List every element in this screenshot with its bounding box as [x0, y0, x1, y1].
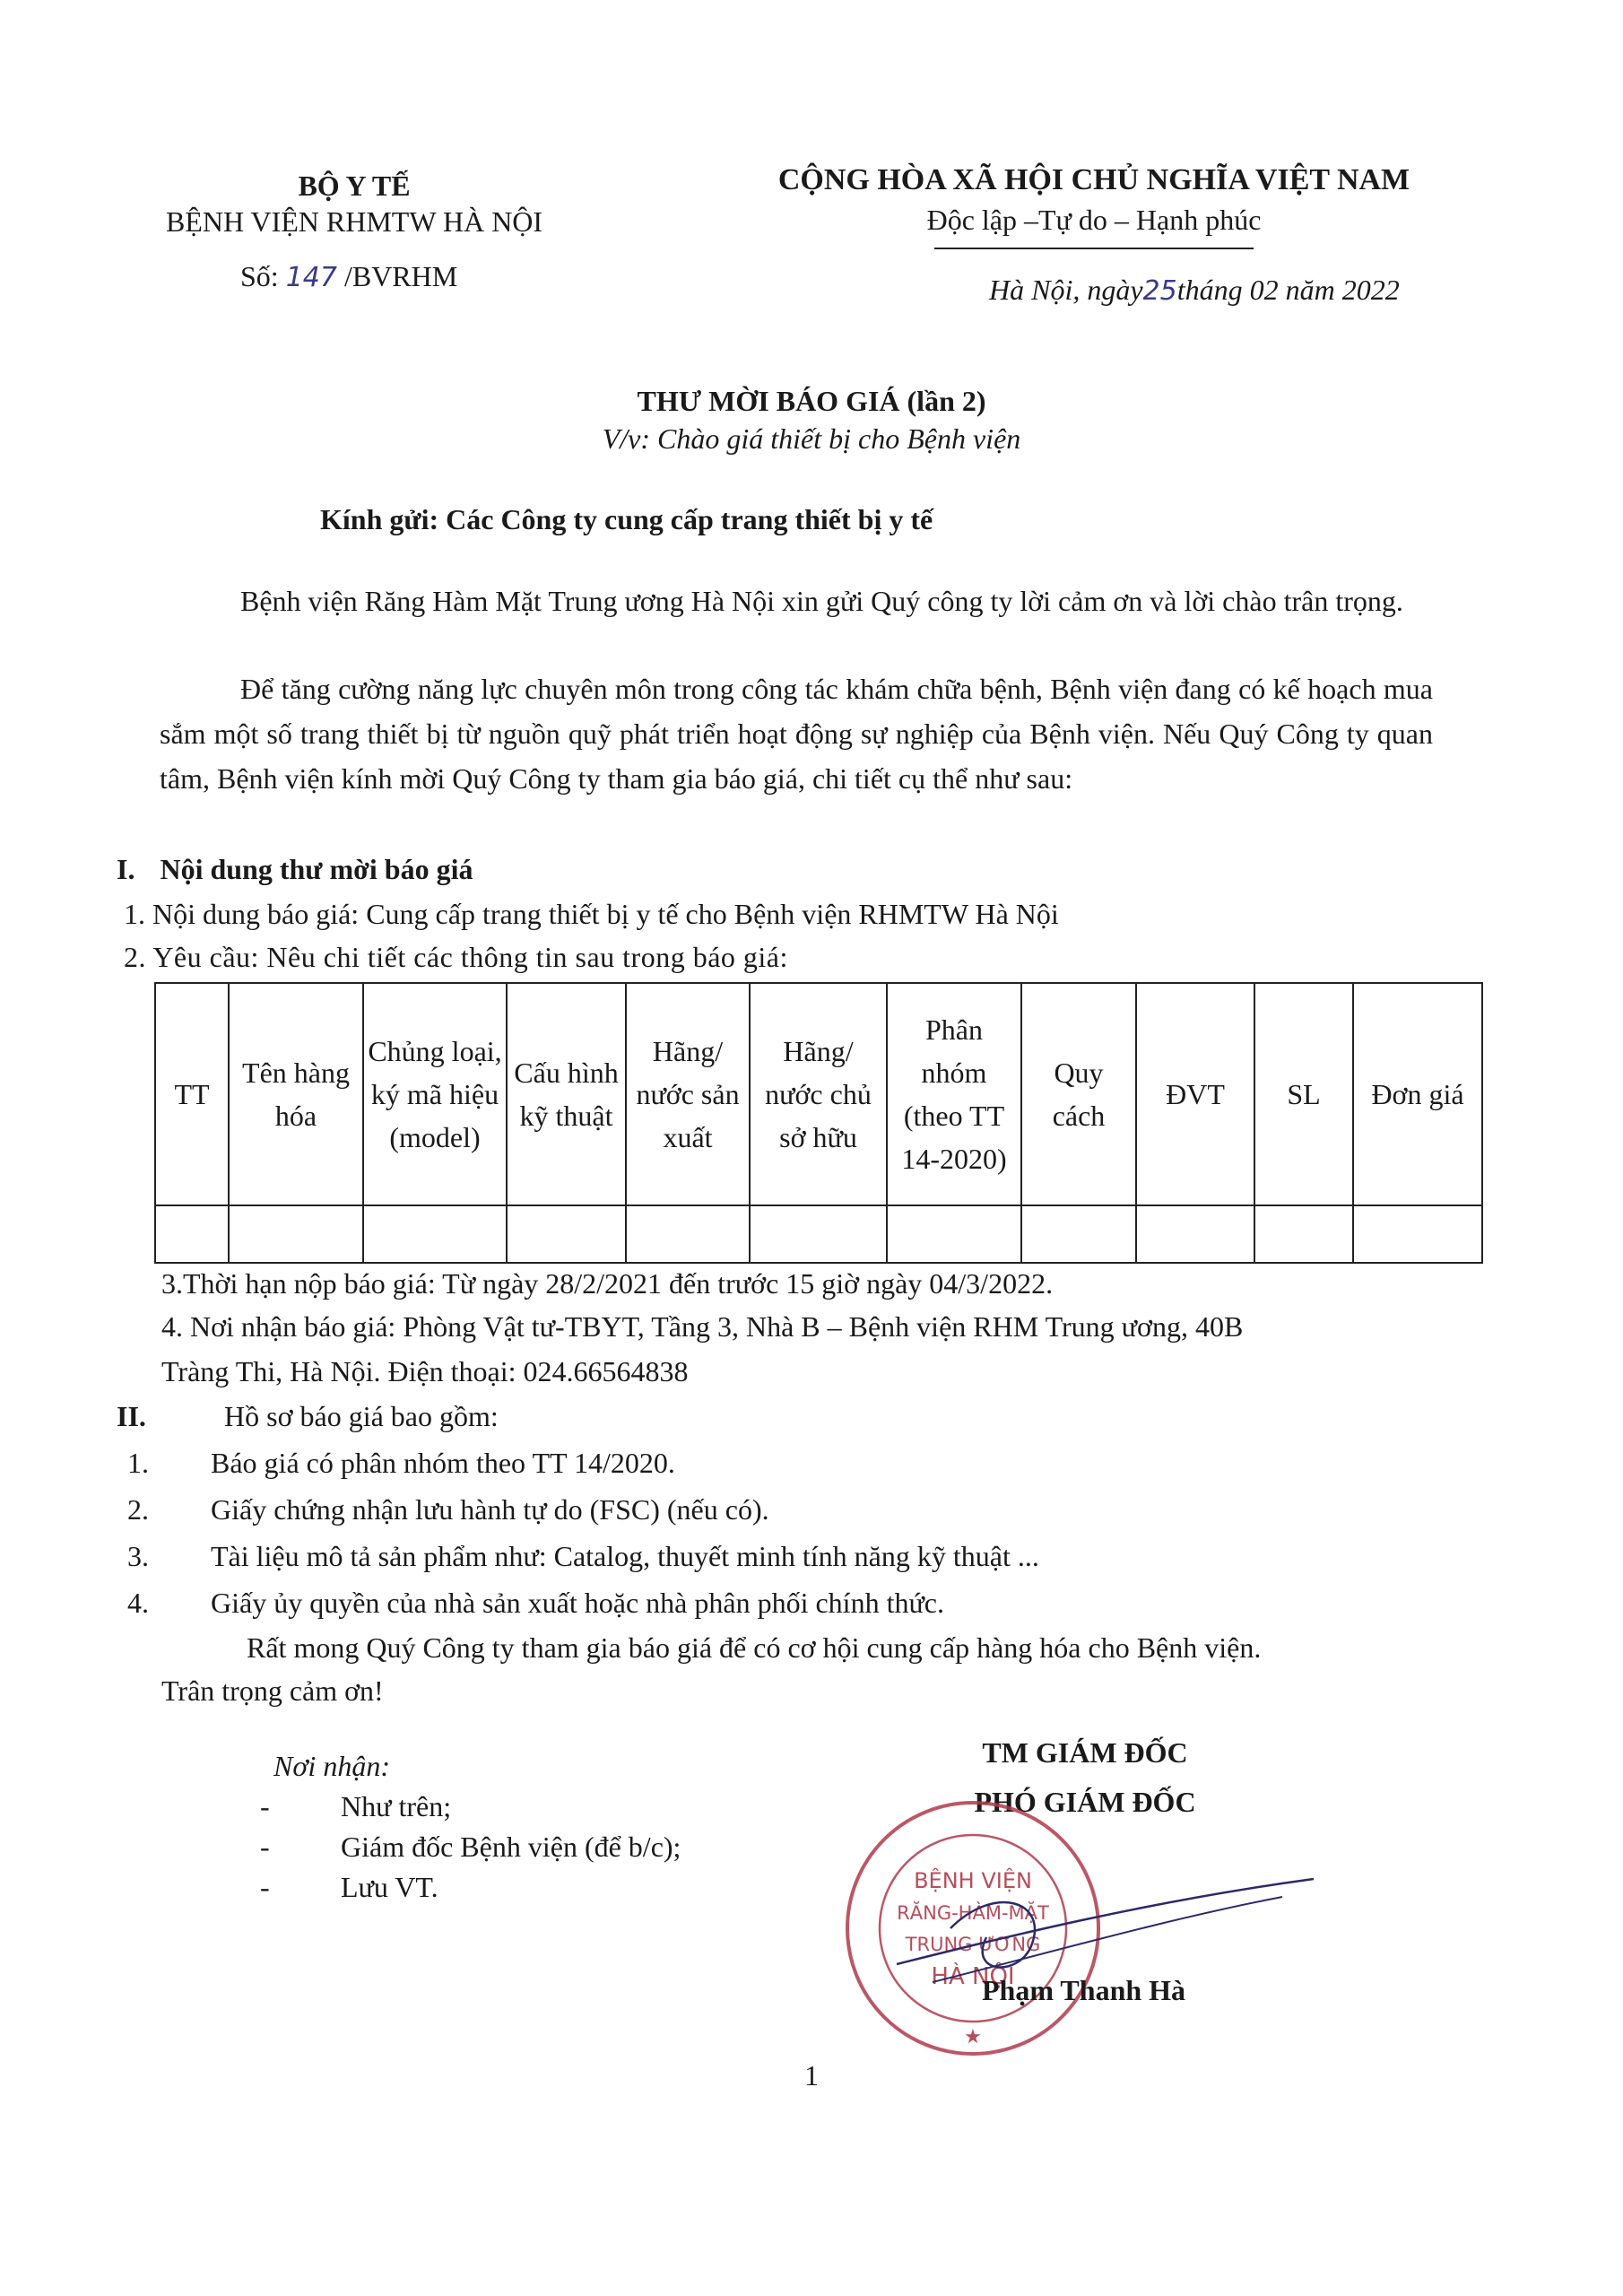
- motto-underline: [934, 248, 1254, 249]
- svg-text:BỆNH VIỆN: BỆNH VIỆN: [914, 1868, 1032, 1893]
- signer-name: Phạm Thanh Hà: [982, 1974, 1186, 2006]
- section-2-item-text: Giấy ủy quyền của nhà sản xuất hoặc nhà phân phối chính thức.: [211, 1587, 944, 1619]
- signature-title-1: TM GIÁM ĐỐC: [982, 1736, 1188, 1769]
- section-2-numeral: II.: [117, 1400, 146, 1432]
- letter-subject: V/v: Chào giá thiết bị cho Bệnh viện: [602, 422, 1021, 455]
- recipient-item: Lưu VT.: [341, 1871, 438, 1903]
- col-spec: Quy cách: [1021, 983, 1136, 1205]
- paragraph-purpose: Để tăng cường năng lực chuyên môn trong công tác khám chữa bệnh, Bệnh viện đang có kế hoạch mua sắm một số trang thiết bị từ nguồn quỹ phát triển hoạt động sự nghiệp của Bệnh viện. Nếu Quý Công ty quan tâm, Bệnh viện kính mời Quý Công ty tham gia báo giá, chi tiết cụ thể như sau:: [160, 673, 1433, 795]
- letter-title: THƯ MỜI BÁO GIÁ (lần 2): [637, 385, 986, 417]
- recipient-dash: -: [260, 1871, 270, 1903]
- recipients-label: Nơi nhận:: [273, 1750, 390, 1782]
- svg-text:TRUNG ƯƠNG: TRUNG ƯƠNG: [905, 1934, 1041, 1955]
- number-handwritten: 147: [285, 262, 337, 293]
- requirements-table: [154, 982, 1483, 1264]
- col-tt: TT: [155, 983, 229, 1205]
- col-unit: ĐVT: [1136, 983, 1254, 1205]
- greeting: Kính gửi: Các Công ty cung cấp trang thiết bị y tế: [320, 503, 933, 535]
- date-suffix: tháng 02 năm 2022: [1176, 274, 1400, 306]
- recipient-item: Như trên;: [341, 1790, 452, 1822]
- closing-line-2: Trân trọng cảm ơn!: [161, 1674, 384, 1707]
- recipient-dash: -: [260, 1831, 270, 1863]
- svg-text:HÀ NỘI: HÀ NỘI: [931, 1963, 1015, 1990]
- hospital-name: BỆNH VIỆN RHMTW HÀ NỘI: [165, 205, 543, 238]
- col-name: Tên hàng hóa: [229, 983, 363, 1205]
- svg-text:★: ★: [964, 2026, 982, 2048]
- page-number: 1: [804, 2059, 819, 2092]
- col-model: Chủng loại, ký mã hiệu (model): [363, 983, 507, 1205]
- closing-line-1: Rất mong Quý Công ty tham gia báo giá để có cơ hội cung cấp hàng hóa cho Bệnh viện.: [247, 1631, 1262, 1664]
- section-1-item-4-line-2: Tràng Thi, Hà Nội. Điện thoại: 024.66564838: [161, 1355, 689, 1387]
- section-1-heading: [117, 852, 473, 886]
- section-2-item-num: 4.: [127, 1587, 149, 1619]
- republic-title: CỘNG HÒA XÃ HỘI CHỦ NGHĨA VIỆT NAM: [777, 163, 1410, 196]
- section-1-title: Nội dung thư mời báo giá: [160, 853, 473, 885]
- signature-title-2: PHÓ GIÁM ĐỐC: [974, 1786, 1196, 1818]
- national-motto: Độc lập –Tự do – Hạnh phúc: [926, 204, 1262, 236]
- section-2-item-num: 3.: [127, 1540, 149, 1572]
- paragraph-intro: Bệnh viện Răng Hàm Mặt Trung ương Hà Nội xin gửi Quý công ty lời cảm ơn và lời chào trân trọng.: [240, 585, 1403, 617]
- recipient-item: Giám đốc Bệnh viện (để b/c);: [341, 1831, 681, 1863]
- table-header-row: [155, 983, 1482, 1205]
- section-1-item-1: 1. Nội dung báo giá: Cung cấp trang thiết bị y tế cho Bệnh viện RHMTW Hà Nội: [124, 898, 1059, 930]
- section-2-title: Hồ sơ báo giá bao gồm:: [224, 1400, 499, 1432]
- date-prefix: Hà Nội, ngày: [989, 274, 1143, 306]
- section-1-item-4-line-1: 4. Nơi nhận báo giá: Phòng Vật tư-TBYT, Tầng 3, Nhà B – Bệnh viện RHM Trung ương, 40B: [161, 1310, 1244, 1343]
- section-2-item-num: 1.: [127, 1447, 149, 1479]
- number-prefix: Số:: [240, 260, 279, 292]
- section-1-item-2: 2. Yêu cầu: Nêu chi tiết các thông tin sau trong báo giá:: [124, 941, 788, 973]
- col-config: Cấu hình kỹ thuật: [507, 983, 626, 1205]
- section-1-numeral: I.: [117, 853, 135, 885]
- ministry-name: BỘ Y TẾ: [298, 170, 411, 202]
- section-2-item-text: Báo giá có phân nhóm theo TT 14/2020.: [211, 1447, 675, 1479]
- document-date: [989, 273, 1400, 309]
- section-2-item-text: Tài liệu mô tả sản phẩm như: Catalog, thuyết minh tính năng kỹ thuật ...: [211, 1540, 1039, 1572]
- section-2-item-text: Giấy chứng nhận lưu hành tự do (FSC) (nếu có).: [211, 1493, 769, 1526]
- col-owner: Hãng/ nước chủ sở hữu: [750, 983, 887, 1205]
- recipient-dash: -: [260, 1790, 270, 1822]
- number-suffix: /BVRHM: [343, 260, 458, 292]
- section-1-item-3: 3.Thời hạn nộp báo giá: Từ ngày 28/2/2021 đến trước 15 giờ ngày 04/3/2022.: [161, 1267, 1054, 1300]
- document-number: [240, 259, 457, 295]
- svg-text:RĂNG-HÀM-MẶT: RĂNG-HÀM-MẶT: [897, 1902, 1049, 1924]
- col-group: Phân nhóm (theo TT 14-2020): [887, 983, 1021, 1205]
- col-price: Đơn giá: [1353, 983, 1482, 1205]
- date-day-handwritten: 25: [1142, 275, 1177, 307]
- section-2-item-num: 2.: [127, 1493, 149, 1526]
- table-row: [155, 1205, 1482, 1263]
- col-quantity: SL: [1254, 983, 1353, 1205]
- col-manufacturer: Hãng/ nước sản xuất: [626, 983, 750, 1205]
